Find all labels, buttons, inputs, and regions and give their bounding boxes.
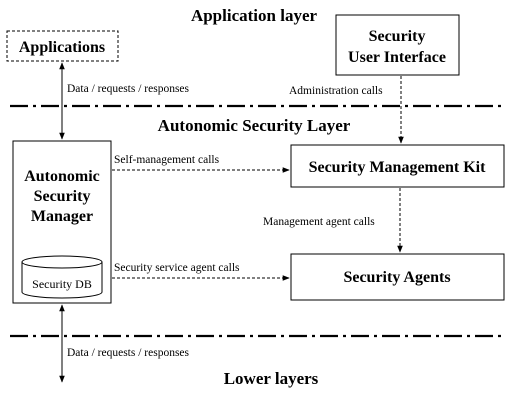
lower-layers-heading: Lower layers xyxy=(223,369,319,388)
lower-data-label: Data / requests / responses xyxy=(67,347,189,359)
manager-label-line1: Autonomic xyxy=(24,168,100,185)
manager-label-line2: Security xyxy=(33,188,91,205)
self-management-label: Self-management calls xyxy=(114,154,220,166)
security-ui-label-line1: Security xyxy=(368,28,426,45)
security-service-agent-label: Security service agent calls xyxy=(114,262,240,274)
security-user-interface-box xyxy=(336,15,459,75)
autonomic-security-layer-heading: Autonomic Security Layer xyxy=(157,116,351,135)
management-agent-label: Management agent calls xyxy=(263,216,375,228)
apps-data-label: Data / requests / responses xyxy=(67,83,189,95)
security-agents-label: Security Agents xyxy=(343,269,451,286)
admin-calls-label: Administration calls xyxy=(289,85,383,97)
applications-label: Applications xyxy=(18,39,106,56)
management-kit-label: Security Management Kit xyxy=(308,159,486,176)
manager-label-line3: Manager xyxy=(30,208,94,225)
security-db-label: Security DB xyxy=(32,277,92,291)
application-layer-heading: Application layer xyxy=(190,6,318,25)
security-ui-label-line2: User Interface xyxy=(348,49,446,66)
